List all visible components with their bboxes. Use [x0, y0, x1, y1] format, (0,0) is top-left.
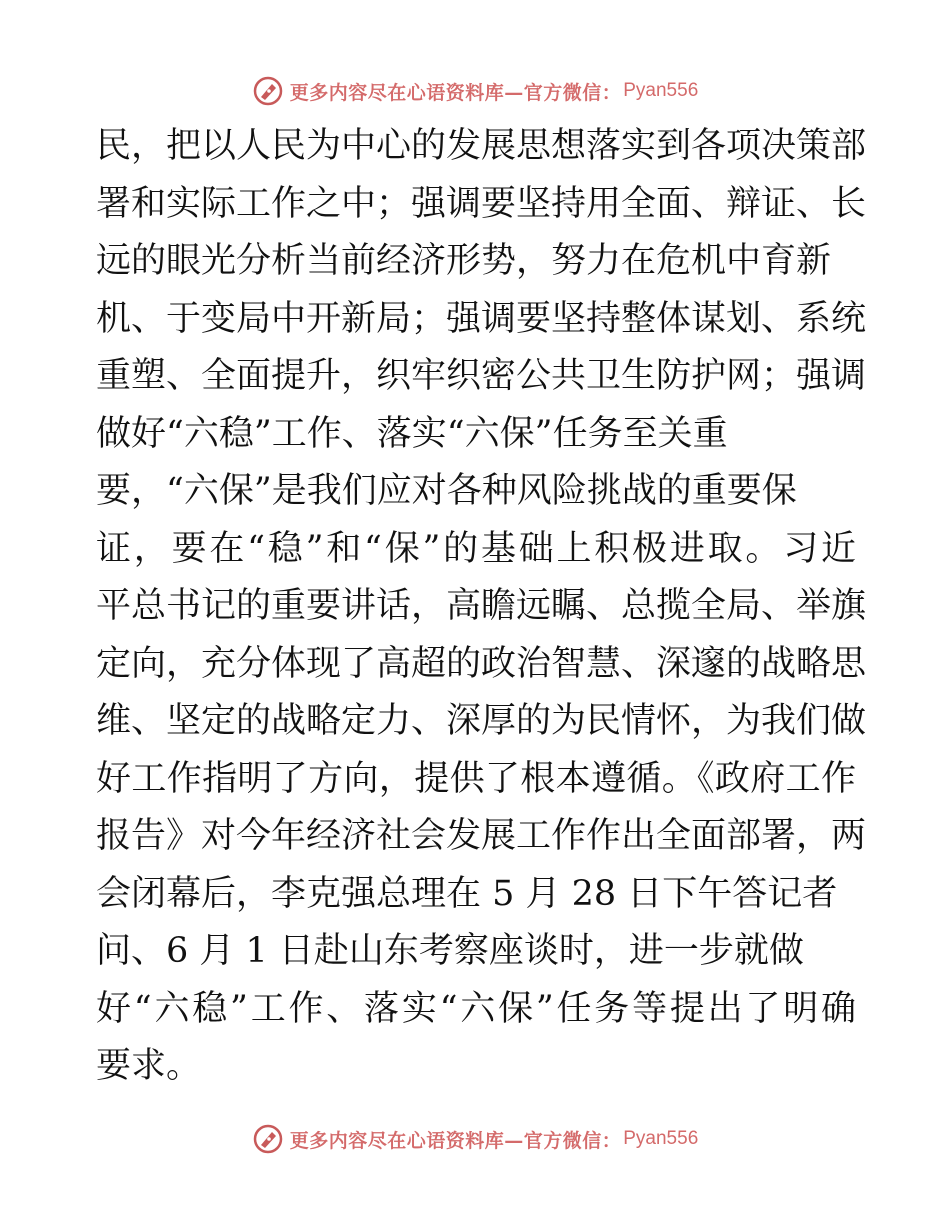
- document-body: [96, 118, 867, 1096]
- pen-nib-circle-icon: [252, 75, 284, 107]
- pen-nib-circle-icon: [252, 1123, 284, 1155]
- body-line: 做好“六稳”工作、落实“六保”任务至关重: [96, 413, 728, 454]
- watermark-text: 更多内容尽在心语资料库—官方微信：: [289, 1129, 622, 1152]
- body-line: 机、于变局中开新局；强调要坚持整体谋划、系统: [96, 298, 867, 339]
- footer-watermark: [0, 1119, 950, 1159]
- body-line: 平总书记的重要讲话，高瞻远瞩、总揽全局、举旗: [96, 586, 867, 626]
- body-line: 好工作指明了方向，提供了根本遵循。《政府工作: [96, 758, 856, 799]
- body-line: 要，“六保”是我们应对各种风险挑战的重要保: [96, 471, 797, 511]
- body-line: 重塑、全面提升，织牢织密公共卫生防护网；强调: [96, 356, 867, 396]
- header-watermark: [0, 71, 950, 111]
- watermark-text: 更多内容尽在心语资料库—官方微信：: [289, 81, 622, 104]
- body-line: 会闭幕后，李克强总理在 5 月 28 日下午答记者: [96, 873, 838, 914]
- body-line: 证，要在“稳”和“保”的基础上积极进取。习近: [96, 528, 856, 569]
- body-line: 远的眼光分析当前经济形势，努力在危机中育新: [96, 241, 832, 281]
- body-line: 维、坚定的战略定力、深厚的为民情怀，为我们做: [96, 701, 867, 741]
- body-line: 署和实际工作之中；强调要坚持用全面、辩证、长: [96, 183, 867, 224]
- watermark-wechat-id: Pyan556: [623, 80, 699, 101]
- body-line: 定向，充分体现了高超的政治智慧、深邃的战略思: [96, 643, 867, 684]
- body-line: 要求。: [96, 1046, 202, 1086]
- body-line: 报告》对今年经济社会发展工作作出全面部署，两: [96, 816, 867, 856]
- watermark-wechat-id: Pyan556: [623, 1128, 699, 1149]
- body-line: 好“六稳”工作、落实“六保”任务等提出了明确: [96, 988, 856, 1029]
- body-line: 民，把以人民为中心的发展思想落实到各项决策部: [96, 126, 867, 166]
- body-line: 问、6 月 1 日赴山东考察座谈时，进一步就做: [96, 931, 804, 971]
